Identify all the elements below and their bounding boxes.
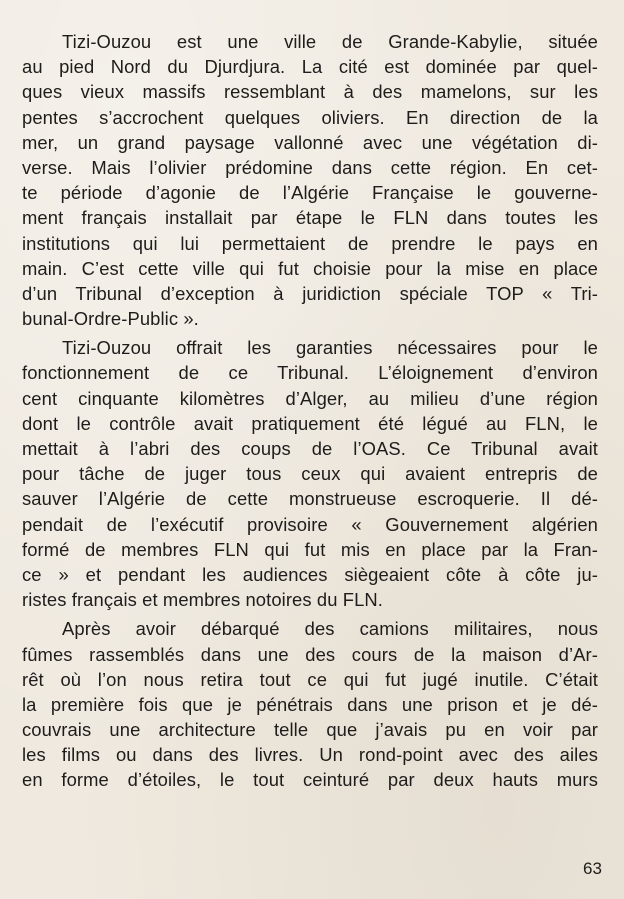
paragraph-3 [22, 616, 598, 792]
text-line: fonctionnement de ce Tribunal. L’éloignement d’environ [22, 362, 598, 384]
text-line: mer, un grand paysage vallonné avec une végétation di- [22, 131, 598, 153]
text-line: bunal-Ordre-Public ». [22, 308, 199, 330]
text-line: mettait à l’abri des coups de l’OAS. Ce Tribunal avait [22, 438, 598, 459]
text-line: main. C’est cette ville qui fut choisie pour la mise en place [22, 257, 598, 279]
text-line: les films ou dans des livres. Un rond-point avec des ailes [22, 744, 598, 766]
text-line: pendait de l’exécutif provisoire « Gouvernement algérien [22, 513, 598, 535]
text-line: Tizi-Ouzou offrait les garanties nécessaires pour le [62, 337, 598, 359]
text-line: Tizi-Ouzou est une ville de Grande-Kabylie, située [62, 31, 598, 52]
text-line: rêt où l’on nous retira tout ce qui fut jugé inutile. C’était [22, 668, 598, 690]
text-line: ques vieux massifs ressemblant à des mamelons, sur les [22, 81, 598, 103]
text-line: d’un Tribunal d’exception à juridiction spéciale TOP « Tri- [22, 282, 598, 304]
text-line: dont le contrôle avait pratiquement été légué au FLN, le [22, 412, 598, 434]
text-line: au pied Nord du Djurdjura. La cité est dominée par quel- [22, 56, 598, 78]
text-line: pour tâche de juger tous ceux qui avaient entrepris de [22, 463, 598, 485]
text-line: formé de membres FLN qui fut mis en place par la Fran- [22, 538, 598, 560]
body-text [22, 29, 598, 793]
paragraph-2 [22, 335, 598, 612]
text-line: te période d’agonie de l’Algérie Française le gouverne- [22, 182, 598, 204]
text-line: en forme d’étoiles, le tout ceinturé par deux hauts murs [22, 769, 598, 791]
text-line: pentes s’accrochent quelques oliviers. En direction de la [22, 106, 598, 128]
text-line: fûmes rassemblés dans une des cours de la maison d’Ar- [22, 643, 598, 665]
page-number: 63 [583, 859, 602, 878]
text-line: institutions qui lui permettaient de prendre le pays en [22, 232, 598, 254]
text-line: la première fois que je pénétrais dans une prison et je dé- [22, 693, 598, 715]
text-line: cent cinquante kilomètres d’Alger, au milieu d’une région [22, 387, 598, 409]
text-line: ce » et pendant les audiences siègeaient côte à côte ju- [22, 563, 598, 585]
text-line: Après avoir débarqué des camions militaires, nous [62, 618, 598, 640]
text-line: sauver l’Algérie de cette monstrueuse escroquerie. Il dé- [22, 488, 598, 510]
text-line: ristes français et membres notoires du FLN. [22, 589, 384, 611]
text-line: couvrais une architecture telle que j’avais pu en voir par [22, 719, 598, 741]
paragraph-1 [22, 29, 598, 331]
text-line: verse. Mais l’olivier prédomine dans cette région. En cet- [22, 156, 598, 178]
text-line: ment français installait par étape le FLN dans toutes les [22, 207, 598, 229]
